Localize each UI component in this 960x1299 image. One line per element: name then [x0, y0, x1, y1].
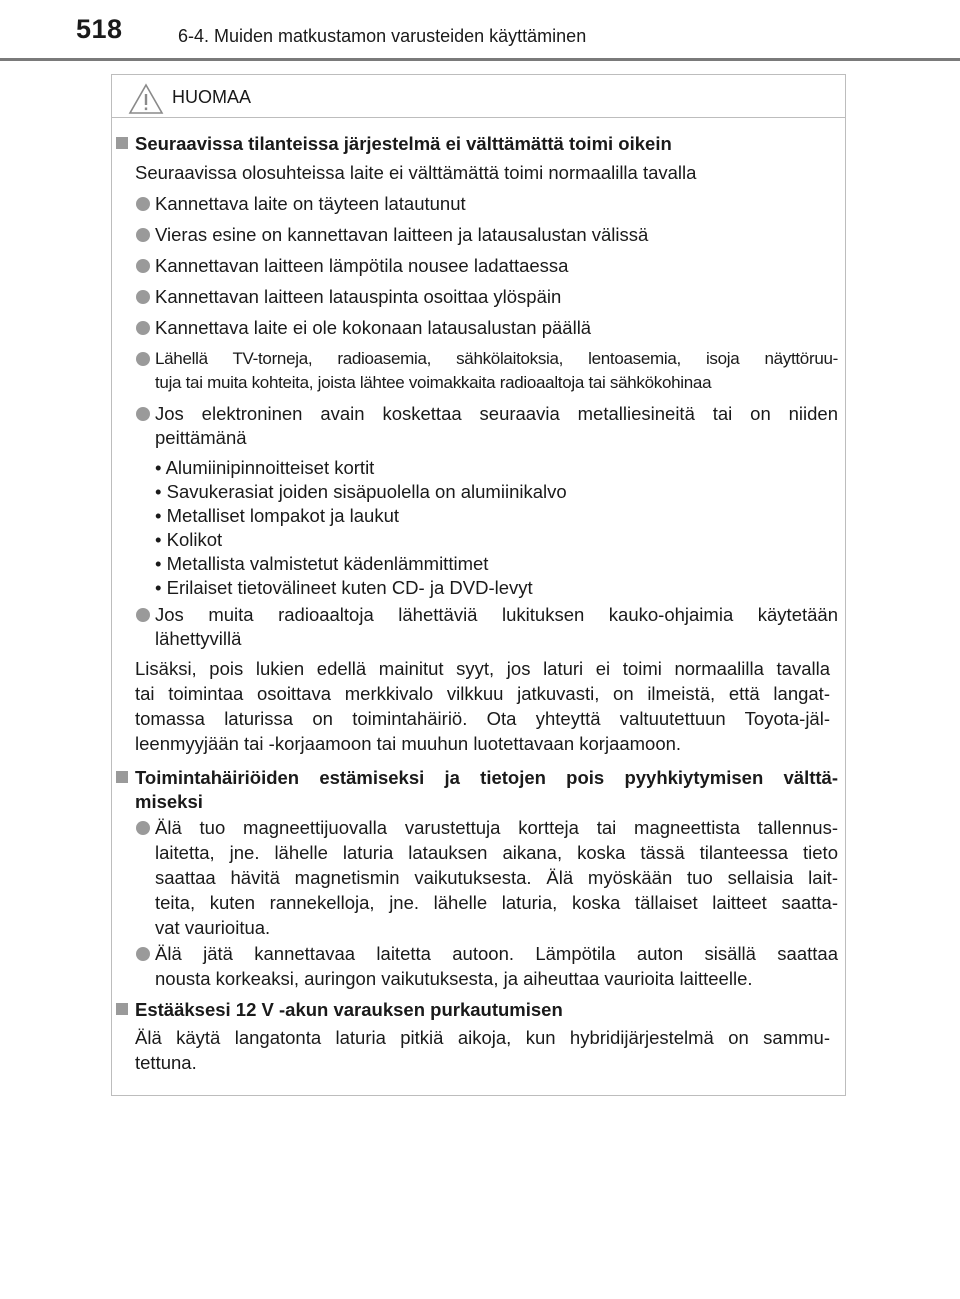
- section-square-icon: [116, 1003, 128, 1015]
- paragraph-line: tomassa laturissa on toimintahäiriö. Ota yhteyttä valtuutettuun Toyota-jäl-: [135, 708, 830, 729]
- bullet-text: nousta korkeaksi, auringon vaikutuksesta, ja aiheuttaa vaurioita laitteelle.: [155, 968, 753, 989]
- bullet-dot-icon: [136, 321, 150, 335]
- paragraph-line: Älä käytä langatonta laturia pitkiä aikoja, kun hybridijärjestelmä on sammu-: [135, 1027, 830, 1048]
- sub-item: • Erilaiset tietovälineet kuten CD- ja DVD-levyt: [155, 577, 533, 598]
- sub-item: • Metallista valmistetut kädenlämmittimet: [155, 553, 489, 574]
- section-heading: Estääksesi 12 V -akun varauksen purkautumisen: [135, 999, 563, 1020]
- page-header: [0, 0, 960, 62]
- bullet-dot-icon: [136, 228, 150, 242]
- bullet-text: Kannettavan laitteen latauspinta osoittaa ylöspäin: [155, 286, 562, 307]
- paragraph-line: tettuna.: [135, 1052, 197, 1073]
- paragraph-line: tai toimintaa osoittava merkkivalo vilkkuu jatkuvasti, on ilmeistä, että langat-: [135, 683, 830, 704]
- section-heading: Seuraavissa tilanteissa järjestelmä ei välttämättä toimi oikein: [135, 133, 672, 154]
- paragraph-line: Lisäksi, pois lukien edellä mainitut syyt, jos laturi ei toimi normaalilla tavalla: [135, 658, 830, 679]
- bullet-text: Jos elektroninen avain koskettaa seuraavia metalliesineitä tai on niiden: [155, 403, 838, 424]
- section-square-icon: [116, 771, 128, 783]
- bullet-dot-icon: [136, 259, 150, 273]
- bullet-text: Älä tuo magneettijuovalla varustettuja kortteja tai magneettista tallennus-: [155, 817, 838, 838]
- bullet-dot-icon: [136, 608, 150, 622]
- warning-triangle-icon: [128, 83, 164, 115]
- bullet-dot-icon: [136, 821, 150, 835]
- sub-item: • Alumiinipinnoitteiset kortit: [155, 457, 375, 478]
- bullet-text: Kannettavan laitteen lämpötila nousee ladattaessa: [155, 255, 569, 276]
- bullet-text: Kannettava laite on täyteen latautunut: [155, 193, 466, 214]
- bullet-text: tuja tai muita kohteita, joista lähtee voimakkaita radioaaltoja tai sähkökohinaa: [155, 373, 712, 392]
- bullet-dot-icon: [136, 947, 150, 961]
- bullet-text: saattaa hävitä magnetismin vaikutuksesta. Älä myöskään tuo sellaisia lait-: [155, 867, 838, 888]
- bullet-text: vat vaurioitua.: [155, 917, 271, 938]
- bullet-text: Älä jätä kannettavaa laitetta autoon. Lämpötila auton sisällä saattaa: [155, 943, 838, 964]
- sub-item: • Metalliset lompakot ja laukut: [155, 505, 400, 526]
- bullet-dot-icon: [136, 407, 150, 421]
- bullet-text: lähettyvillä: [155, 628, 242, 649]
- notice-header: [112, 75, 845, 118]
- header-divider: [0, 58, 960, 61]
- bullet-dot-icon: [136, 197, 150, 211]
- sub-item: • Kolikot: [155, 529, 223, 550]
- section-intro: Seuraavissa olosuhteissa laite ei välttämättä toimi normaalilla tavalla: [135, 162, 697, 183]
- bullet-text: peittämänä: [155, 427, 247, 448]
- bullet-text: Kannettava laite ei ole kokonaan latausalustan päällä: [155, 317, 592, 338]
- bullet-dot-icon: [136, 290, 150, 304]
- notice-label: HUOMAA: [172, 87, 252, 107]
- bullet-text: Jos muita radioaaltoja lähettäviä lukituksen kauko-ohjaimia käytetään: [155, 604, 838, 625]
- bullet-text: Lähellä TV-torneja, radioasemia, sähkölaitoksia, lentoasemia, isoja näyttöruu-: [155, 349, 838, 368]
- bullet-text: teita, kuten rannekelloja, jne. lähelle laturia, koska tällaiset laitteet saatta-: [155, 892, 838, 913]
- sub-item: • Savukerasiat joiden sisäpuolella on alumiinikalvo: [155, 481, 567, 502]
- bullet-text: laitetta, jne. lähelle laturia latauksen aikana, koska tässä tilanteessa tieto: [155, 842, 838, 863]
- paragraph-line: leenmyyjään tai -korjaamoon tai muuhun luotettavaan korjaamoon.: [135, 733, 682, 754]
- section-square-icon: [116, 137, 128, 149]
- section-heading: Toimintahäiriöiden estämiseksi ja tietojen pois pyyhkiytymisen välttä-: [135, 767, 838, 788]
- bullet-text: Vieras esine on kannettavan laitteen ja latausalustan välissä: [155, 224, 649, 245]
- page-number: 518: [76, 14, 123, 44]
- section-heading: miseksi: [135, 791, 203, 812]
- section-title: 6-4. Muiden matkustamon varusteiden käyttäminen: [178, 26, 587, 46]
- bullet-dot-icon: [136, 352, 150, 366]
